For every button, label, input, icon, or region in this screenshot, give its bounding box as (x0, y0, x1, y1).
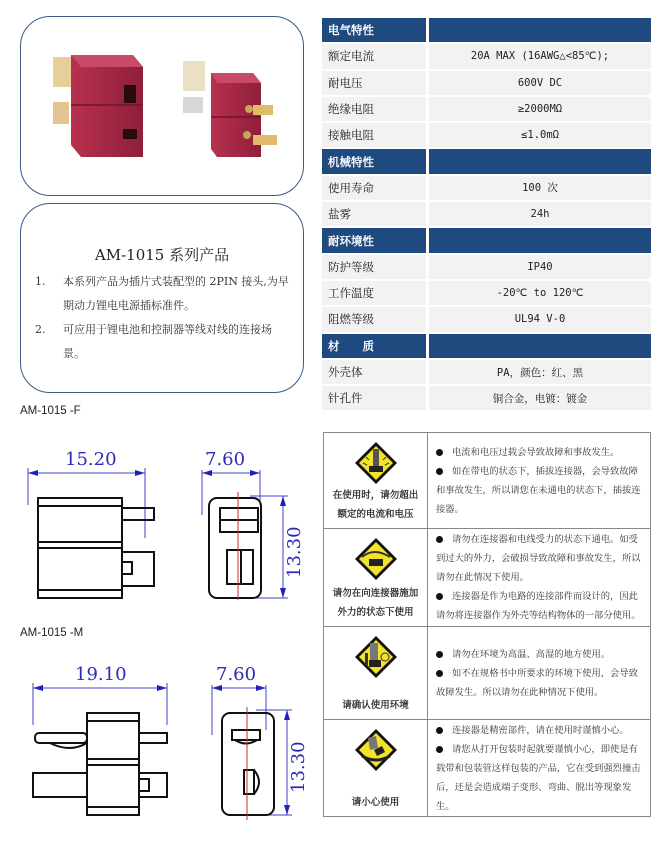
section-label: 材 质 (322, 334, 426, 358)
spec-row-salt-spray (322, 202, 651, 228)
male-length-dim: 19.10 (75, 664, 127, 685)
spec-label: 防护等级 (322, 255, 426, 279)
bullet-icon (436, 449, 443, 456)
warning-text-cell (428, 720, 650, 816)
spec-table (322, 18, 651, 412)
overcurrent-warning-icon (354, 441, 398, 485)
male-height-dim: 13.30 (288, 741, 309, 793)
section-value (429, 18, 651, 42)
drawing-label-male: AM-1015 -M (20, 627, 84, 639)
spec-row-contact (322, 386, 651, 412)
connector-photo-illustration (21, 17, 303, 195)
spec-label: 盐雾 (322, 202, 426, 226)
warning-bullet: 如不在规格书中所要求的环境下使用，会导致故障发生。所以请勿在此种情况下使用。 (436, 667, 638, 698)
female-dimension-drawing (20, 430, 310, 600)
spec-label: 使用寿命 (322, 176, 426, 200)
warnings-table (323, 432, 651, 817)
spec-value: 20A MAX (16AWG△<85℃); (429, 44, 651, 68)
section-value (429, 149, 651, 173)
product-photo (20, 16, 304, 196)
section-value (429, 334, 651, 358)
spec-value: -20℃ to 120℃ (429, 281, 651, 305)
product-description-card (20, 203, 304, 393)
spec-row-flame-rating (322, 307, 651, 333)
spec-label: 针孔件 (322, 386, 426, 410)
warning-label-cell (324, 529, 428, 626)
female-height-dim: 13.30 (284, 526, 305, 578)
spec-label: 绝缘电阻 (322, 97, 426, 121)
warning-text-cell (428, 433, 650, 528)
section-label: 电气特性 (322, 18, 426, 42)
warning-caption: 请确认使用环境 (342, 700, 409, 711)
spec-row-insulation (322, 97, 651, 123)
male-width-dim: 7.60 (216, 664, 257, 685)
warning-bullet: 请勿在连接器和电线受力的状态下通电。如受到过大的外力，会破损导致故障和事故发生，所以请勿在此情况下使用。 (436, 534, 641, 583)
warning-row-external-force (324, 529, 650, 627)
item-text: 本系列产品为插片式装配型的 2PIN 接头,为早期动力锂电电源插标准件。 (63, 275, 289, 312)
warning-row-handle-care (324, 720, 650, 816)
bullet-icon (436, 593, 443, 600)
warning-row-environment (324, 627, 650, 720)
section-label: 机械特性 (322, 149, 426, 173)
spec-label: 接触电阻 (322, 123, 426, 147)
spec-row-voltage (322, 71, 651, 97)
bullet-icon (436, 536, 443, 543)
spec-label: 阻燃等级 (322, 307, 426, 331)
environment-warning-icon (354, 635, 398, 679)
warning-bullet: 请勿在环境为高温、高湿的地方使用。 (436, 645, 644, 664)
spec-value: PA，颜色：红、黑 (429, 360, 651, 384)
spec-row-housing (322, 360, 651, 386)
warning-bullet: 请您从打开包装时起就要谨慎小心，即使是有载带和包装管这样包装的产品，它在受到强烈撞击后，还是会造成端子变形、弯曲、脱出等现象发生。 (436, 743, 641, 812)
warning-caption: 在使用时，请勿超出 额定的电流和电压 (332, 490, 419, 520)
product-series-title: AM-1015 系列产品 (94, 246, 230, 264)
spec-value: UL94 V-0 (429, 307, 651, 331)
warning-bullet: 如在带电的状态下，插拔连接器，会导致故障和事故发生，所以请您在未通电的状态下，插拔连接器。 (436, 465, 641, 515)
spec-value: ≤1.0mΩ (429, 123, 651, 147)
warning-label-cell (324, 720, 428, 816)
description-item (35, 318, 289, 366)
male-dimension-drawing (20, 655, 310, 825)
drawing-label-female: AM-1015 -F (20, 405, 81, 417)
warning-bullet: 连接器是精密部件，请在使用时谨慎小心。 (436, 721, 644, 740)
warning-caption: 请小心使用 (351, 797, 400, 808)
spec-value: 24h (429, 202, 651, 226)
spec-label: 耐电压 (322, 71, 426, 95)
spec-value: 铜合金，电镀：镀金 (429, 386, 651, 410)
spec-label: 额定电流 (322, 44, 426, 68)
warning-label-cell (324, 433, 428, 528)
bullet-icon (436, 670, 443, 677)
handle-with-care-warning-icon (354, 728, 398, 772)
warning-text-cell (428, 627, 650, 719)
spec-row-rated-current (322, 44, 651, 70)
warning-row-overcurrent (324, 433, 650, 529)
spec-value: 600V DC (429, 71, 651, 95)
female-length-dim: 15.20 (65, 449, 117, 470)
spec-value: 100 次 (429, 176, 651, 200)
section-header-environmental (322, 228, 651, 254)
external-force-warning-icon (354, 537, 398, 581)
section-header-mechanical (322, 149, 651, 175)
spec-row-lifespan (322, 176, 651, 202)
female-width-dim: 7.60 (205, 449, 246, 470)
spec-label: 工作温度 (322, 281, 426, 305)
section-header-electrical (322, 18, 651, 44)
spec-row-contact-resistance (322, 123, 651, 149)
description-item (35, 270, 289, 318)
spec-row-protection (322, 255, 651, 281)
spec-label: 外壳体 (322, 360, 426, 384)
bullet-icon (436, 727, 443, 734)
item-number: 1. (35, 275, 46, 288)
warning-caption: 请勿在向连接器施加 外力的状态下使用 (332, 588, 419, 618)
warning-bullet: 连接器是作为电路的连接部件而设计的，因此请勿将连接器作为外壳等结构物体的一部分使用。 (436, 591, 641, 621)
section-label: 耐环境性 (322, 228, 426, 252)
bullet-icon (436, 746, 443, 753)
spec-value: ≥2000MΩ (429, 97, 651, 121)
spec-row-temperature (322, 281, 651, 307)
spec-value: IP40 (429, 255, 651, 279)
bullet-icon (436, 468, 443, 475)
bullet-icon (436, 651, 443, 658)
warning-text-cell (428, 529, 650, 626)
item-number: 2. (35, 323, 46, 336)
section-header-material (322, 334, 651, 360)
item-text: 可应用于锂电池和控制器等线对线的连接场景。 (63, 323, 272, 360)
warning-bullet: 电流和电压过载会导致故障和事故发生。 (436, 443, 644, 462)
section-value (429, 228, 651, 252)
warning-label-cell (324, 627, 428, 719)
description-list (35, 270, 289, 366)
